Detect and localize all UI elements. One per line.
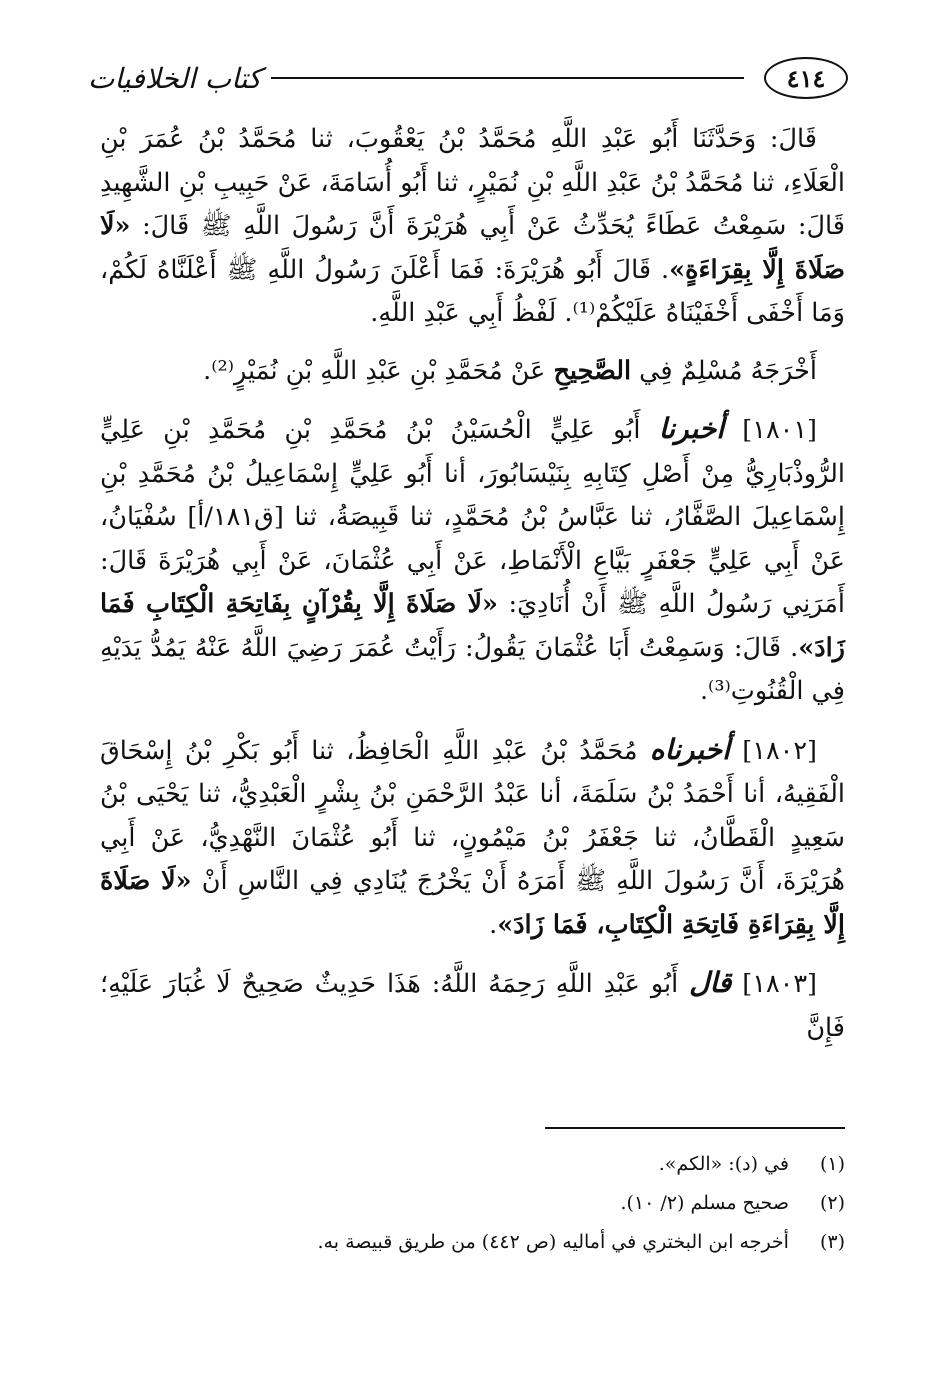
- text-run: [١٨٠١]: [724, 415, 817, 445]
- footnote-number: (٢): [819, 1192, 845, 1214]
- main-text: [100, 118, 845, 1050]
- highlighted-text: «لَا صَلَاةَ إِلَّا بِقِرَاءَةِ فَاتِحَةِ الْكِتَابِ، فَمَا زَادَ»: [100, 866, 845, 940]
- book-title: كتاب الخلافيات: [88, 61, 262, 95]
- footnote: [120, 1223, 845, 1262]
- narration-keyword: أخبرنا: [658, 412, 725, 445]
- footnote-rule: [545, 1127, 845, 1129]
- text-run: أَبُو عَلِيٍّ الْحُسَيْنُ بْنُ مُحَمَّدِ بْنِ مُحَمَّدِ بْنِ عَلِيٍّ الرُّوذْبَارِيُّ مِنْ أَصْلِ كِتَابِهِ بِنَيْسَابُورَ، أنا أَبُو عَلِيٍّ إِسْمَاعِيلُ بْنُ مُحَمَّدِ بْنِ إِسْمَاعِيلَ الصَّفَّارُ، ثنا عَبَّاسُ بْنُ مُحَمَّدٍ، ثنا قَبِيصَةُ، ثنا [ق١٨١/أ] سُفْيَانُ، عَنْ أَبِي عَلِيٍّ جَعْفَرٍ بَيَّاعِ الْأَنْمَاطِ، عَنْ أَبِي عُثْمَانَ، عَنْ أَبِي هُرَيْرَةَ قَالَ: أَمَرَنِي رَسُولُ اللَّهِ ﷺ أَنْ أُنَادِيَ:: [100, 415, 845, 619]
- paragraph: [100, 407, 845, 714]
- paragraph: [100, 350, 845, 394]
- paragraph: [100, 961, 845, 1050]
- text-run: أَخْرَجَهُ مُسْلِمٌ فِي: [631, 355, 817, 386]
- text-run: عَنْ مُحَمَّدِ بْنِ عَبْدِ اللَّهِ بْنِ نُمَيْرٍ⁽²⁾.: [203, 355, 554, 386]
- footnote: [120, 1145, 845, 1184]
- text-run: مُحَمَّدُ بْنُ عَبْدِ اللَّهِ الْحَافِظُ، ثنا أَبُو بَكْرِ بْنُ إِسْحَاقَ الْفَقِيهُ، أنا أَحْمَدُ بْنُ سَلَمَةَ، أنا عَبْدُ الرَّحْمَنِ بْنُ بِشْرٍ الْعَبْدِيُّ، ثنا يَحْيَى بْنُ سَعِيدٍ الْقَطَّانُ، ثنا جَعْفَرُ بْنُ مَيْمُونٍ، ثنا أَبُو عُثْمَانَ النَّهْدِيُّ، عَنْ أَبِي هُرَيْرَةَ، أَنَّ رَسُولَ اللَّهِ ﷺ أَمَرَهُ أَنْ يَخْرُجَ يُنَادِي فِي النَّاسِ أَنْ: [100, 735, 845, 896]
- footnote-number: (١): [819, 1153, 845, 1175]
- footnote: [120, 1184, 845, 1223]
- page-header: [88, 48, 848, 108]
- narration-keyword: أخبرناه: [649, 732, 730, 766]
- paragraph: [100, 728, 845, 948]
- page-number: ٤١٤: [764, 57, 848, 99]
- text-run: [١٨٠٣]: [731, 969, 817, 999]
- text-run: [١٨٠٢]: [729, 735, 817, 766]
- paragraph: [100, 118, 845, 336]
- text-run: أَبُو عَبْدِ اللَّهِ رَحِمَهُ اللَّهُ: هَذَا حَدِيثٌ صَحِيحٌ لَا غُبَارَ عَلَيْهِ؛ فَإِنَّ: [100, 969, 845, 1043]
- text-run: . قَالَ: وَسَمِعْتُ أَبَا عُثْمَانَ يَقُولُ: رَأَيْتُ عُمَرَ رَضِيَ اللَّهُ عَنْهُ يَمُدُّ يَدَيْهِ فِي الْقُنُوتِ⁽³⁾.: [100, 632, 845, 706]
- text-run: .: [489, 909, 498, 940]
- footnote-text: في (د): «الكم».: [658, 1153, 789, 1175]
- footnotes: [120, 1145, 845, 1262]
- narration-keyword: قال: [689, 966, 732, 999]
- highlighted-text: «لَا صَلَاةَ إِلَّا بِقُرْآنٍ بِفَاتِحَةِ الْكِتَابِ فَمَا زَادَ»: [100, 589, 845, 663]
- text-run: قَالَ: وَحَدَّثَنَا أَبُو عَبْدِ اللَّهِ مُحَمَّدُ بْنُ يَعْقُوبَ، ثنا مُحَمَّدُ بْنُ عُمَرَ بْنِ الْعَلَاءِ، ثنا مُحَمَّدُ بْنُ عَبْدِ اللَّهِ بْنِ نُمَيْرٍ، ثنا أَبُو أُسَامَةَ، عَنْ حَبِيبِ بْنِ الشَّهِيدِ قَالَ: سَمِعْتُ عَطَاءً يُحَدِّثُ عَنْ أَبِي هُرَيْرَةَ أَنَّ رَسُولَ اللَّهِ ﷺ قَالَ:: [100, 124, 845, 241]
- highlighted-text: الصَّحِيحِ: [553, 355, 632, 386]
- header-rule: [271, 77, 744, 79]
- text-run: . قَالَ أَبُو هُرَيْرَةَ: فَمَا أَعْلَنَ رَسُولُ اللَّهِ ﷺ أَعْلَنَّاهُ لَكُمْ، وَمَا أَخْفَى أَخْفَيْنَاهُ عَلَيْكُمْ⁽¹⁾. لَفْظُ أَبِي عَبْدِ اللَّهِ.: [100, 254, 845, 328]
- highlighted-text: «لَا صَلَاةَ إِلَّا بِقِرَاءَةٍ»: [100, 211, 845, 285]
- footnote-text: أخرجه ابن البختري في أماليه (ص ٤٤٢) من طريق قبيصة به.: [317, 1231, 789, 1253]
- footnote-text: صحيح مسلم (٢/ ١٠).: [620, 1192, 789, 1214]
- footnote-number: (٣): [819, 1231, 845, 1253]
